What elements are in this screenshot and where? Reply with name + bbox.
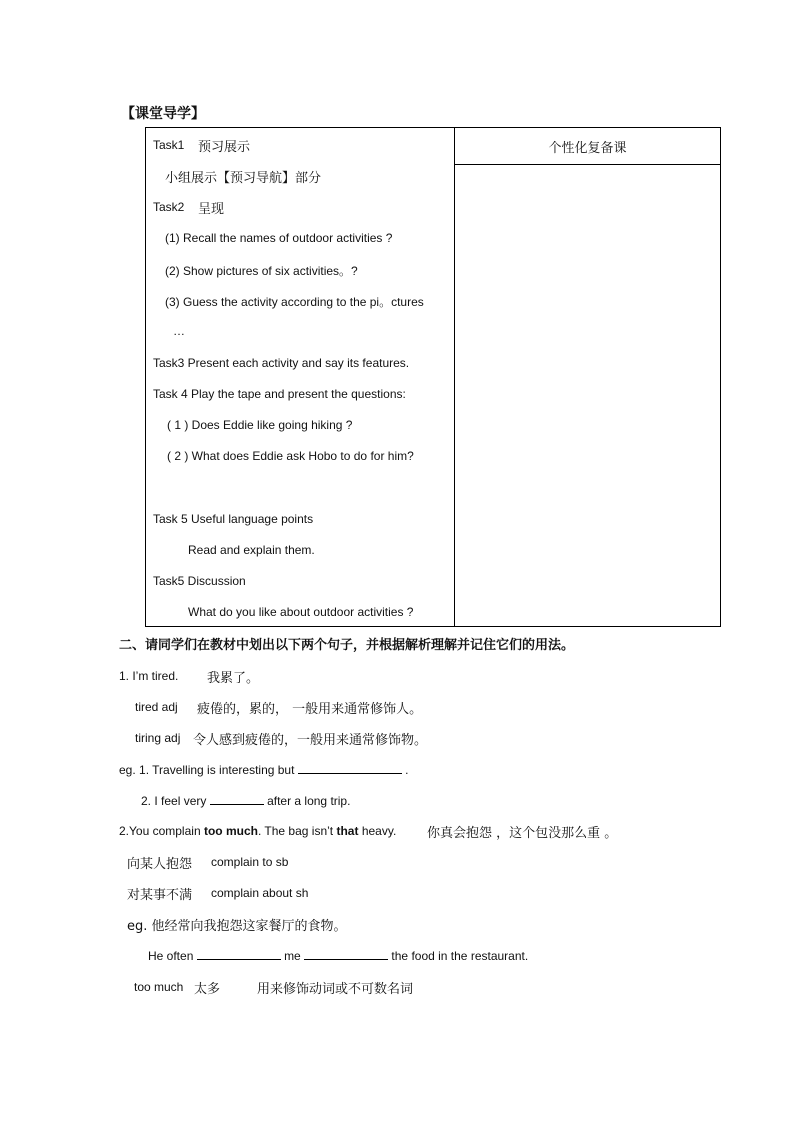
point2-sentence: [119, 824, 396, 838]
answer-blank[interactable]: [210, 793, 264, 805]
phrase2-en: complain about sh: [211, 886, 309, 900]
tiring-word: tiring adj: [135, 731, 181, 745]
too-much-term: too much: [134, 980, 184, 994]
example1-prefix: eg. 1. Travelling is interesting but: [119, 763, 295, 777]
phrase2-zh: 对某事不满: [127, 888, 193, 903]
point2-translation: 你真会抱怨 ，这个包没那么重 。: [427, 826, 618, 841]
task2-title: 呈现: [198, 202, 225, 217]
answer-blank[interactable]: [298, 762, 402, 774]
example2-suffix: after a long trip.: [267, 794, 351, 808]
task2-item: (2) Show pictures of six activities。?: [165, 264, 358, 278]
point2-example-en: [148, 948, 528, 963]
phrase1-zh: 向某人抱怨: [127, 857, 193, 872]
phrase1-en: complain to sb: [211, 855, 289, 869]
task4: Task 4 Play the tape and present the questions:: [153, 387, 406, 401]
task1-title: 预习展示: [198, 140, 251, 155]
example-part-b: me: [284, 949, 301, 963]
task5-discussion-detail: What do you like about outdoor activities ?: [188, 605, 414, 619]
guide-table: [145, 127, 721, 627]
section-two-heading: 二、请同学们在教材中划出以下两个句子，并根据解析理解并记住它们的用法。: [119, 638, 575, 653]
task4-item: ( 2 ) What does Eddie ask Hobo to do for him?: [167, 449, 414, 463]
task2-item: (3) Guess the activity according to the pi。ctures: [165, 295, 424, 309]
task2-item: (1) Recall the names of outdoor activities ?: [165, 231, 393, 245]
task3: Task3 Present each activity and say its features.: [153, 356, 410, 370]
example2: [141, 793, 350, 808]
answer-blank[interactable]: [304, 948, 388, 960]
answer-blank[interactable]: [197, 948, 281, 960]
task1-label: Task1: [153, 138, 185, 152]
example1: [119, 762, 408, 777]
point2-too-much: too much: [203, 824, 258, 838]
header-divider: [454, 164, 720, 165]
right-column-header: 个性化复备课: [548, 140, 627, 156]
point2-that: that: [336, 824, 359, 838]
point2-part-e: heavy.: [361, 824, 397, 838]
point2-part-a: 2.You complain: [119, 824, 201, 838]
point2-example-zh: eg. 他经常向我抱怨这家餐厅的食物。: [127, 919, 347, 934]
task5-language-points: Task 5 Useful language points: [153, 512, 314, 526]
too-much-usage: 用来修饰动词或不可数名词: [257, 982, 414, 997]
task5-language-detail: Read and explain them.: [188, 543, 315, 557]
example2-prefix: 2. I feel very: [141, 794, 207, 808]
column-divider: [454, 128, 455, 626]
too-much-meaning: 太多: [194, 982, 221, 997]
ellipsis: …: [173, 324, 185, 338]
example-part-c: the food in the restaurant.: [391, 949, 529, 963]
example1-suffix: .: [405, 763, 409, 777]
point1-sentence: 1. I’m tired.: [119, 669, 179, 683]
task5-discussion: Task5 Discussion: [153, 574, 246, 588]
point1-translation: 我累了。: [207, 671, 260, 686]
tired-explanation: 疲倦的，累的， 一般用来通常修饰人。: [197, 702, 423, 717]
task4-item: ( 1 ) Does Eddie like going hiking ?: [167, 418, 353, 432]
tired-word: tired adj: [135, 700, 178, 714]
task2-label: Task2: [153, 200, 185, 214]
tiring-explanation: 令人感到疲倦的，一般用来通常修饰物。: [193, 733, 428, 748]
example-part-a: He often: [148, 949, 194, 963]
task1-detail: 小组展示【预习导航】部分: [165, 171, 322, 186]
section-heading: 【课堂导学】: [121, 106, 205, 122]
point2-part-c: . The bag isn’t: [257, 824, 334, 838]
